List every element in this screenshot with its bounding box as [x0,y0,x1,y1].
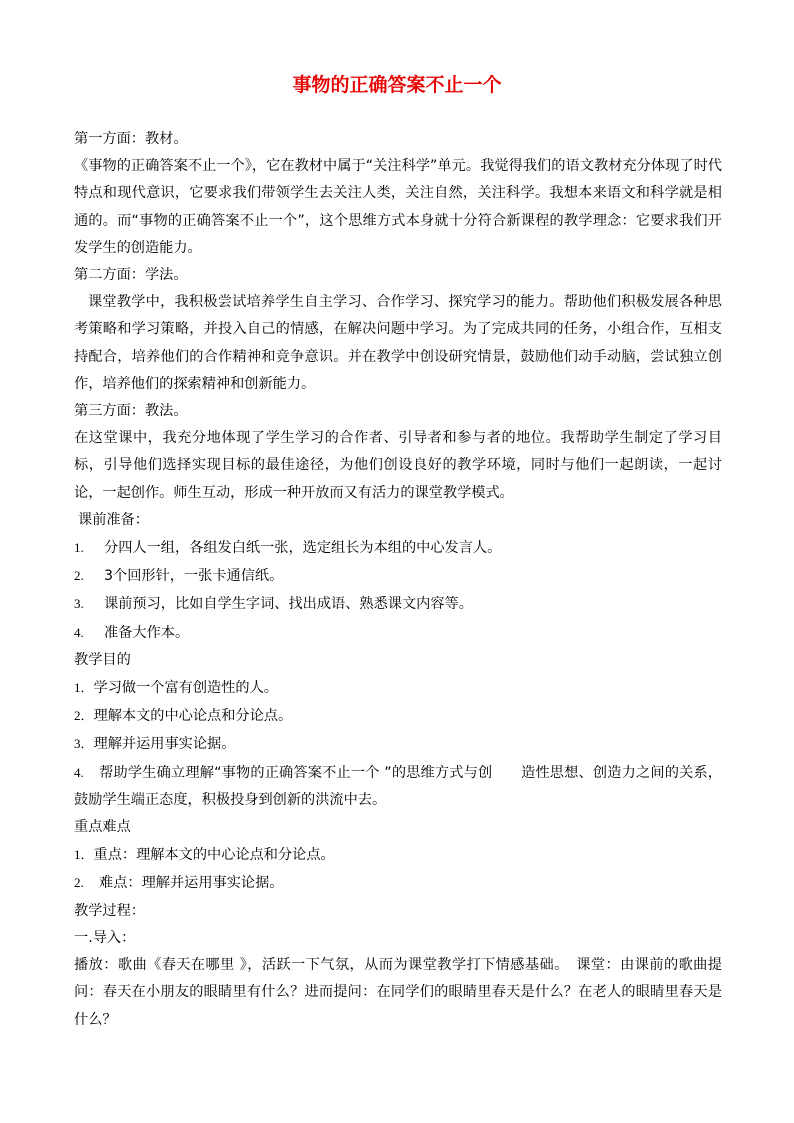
list-number: 2． [74,708,94,724]
list-number: 1． [74,847,94,863]
prep-item [74,534,722,562]
goal-item [74,674,722,702]
list-text: 理解并运用事实论据。 [93,736,236,753]
section2-heading: 第二方面：学法。 [74,267,188,284]
goal-item [74,702,722,730]
prep-item [74,619,722,647]
list-text: 学习做一个富有创造性的人。 [93,680,278,697]
list-number: 1． [74,680,94,696]
list-number: 4. [74,624,84,640]
list-text: 课前预习，比如自学生字词、找出成语、熟悉课文内容等。 [104,596,473,613]
list-text: 分四人一组，各组发白纸一张，选定组长为本组的中心发言人。 [104,540,502,557]
list-number: 4. [74,764,84,780]
process-heading: 教学过程： [74,902,145,919]
section1-heading: 第一方面：教材。 [74,131,188,147]
document-body [74,126,722,1034]
intro-paragraph: 播放：歌曲《春天在哪里 》，活跃一下气氛，从而为课堂教学打下情感基础。 课堂：由课前的歌曲提问：春天在小朋友的眼睛里有什么？进而提问：在同学们的眼睛里春天是什么？在老人的眼睛里春天是什么？ [74,957,722,1028]
section1-paragraph: 《事物的正确答案不止一个》，它在教材中属于“关注科学”单元。我觉得我们的语文教材充分体现了时代特点和现代意识，它要求我们带领学生去关注人类，关注自然，关注科学。我想本来语文和科学就是相通的。而“事物的正确答案不止一个”，这个思维方式本身就十分符合新课程的教学理念：它要求我们开发学生的创造能力。 [74,158,722,256]
prep-item [74,562,722,590]
list-text: 重点：理解本文的中心论点和分论点。 [93,847,335,864]
list-number: 3． [74,736,94,752]
key-heading: 重点难点 [74,819,131,836]
list-number: 2. [74,875,84,891]
section3-paragraph: 在这堂课中，我充分地体现了学生学习的合作者、引导者和参与者的地位。我帮助学生制定了学习目标，引导他们选择实现目标的最佳途径，为他们创设良好的教学环境，同时与他们一起朗读，一起讨论，一起创作。师生互动，形成一种开放而又有活力的课堂教学模式。 [74,430,722,501]
goal-item [74,759,722,814]
list-number: 1. [74,540,84,556]
key-item [74,869,722,897]
document-title: 事物的正确答案不止一个 [292,74,502,96]
list-text: 3个回形针，一张卡通信纸。 [104,568,284,585]
section2-paragraph: 课堂教学中，我积极尝试培养学生自主学习、合作学习、探究学习的能力。帮助他们积极发展各种思考策略和学习策略，并投入自己的情感，在解决问题中学习。为了完成共同的任务，小组合作，互相支持配合，培养他们的合作精神和竞争意识。并在教学中创设研究情景，鼓励他们动手动脑，尝试独立创作，培养他们的探索精神和创新能力。 [74,294,722,392]
list-text: 理解本文的中心论点和分论点。 [93,708,293,725]
key-item [74,841,722,869]
prep-heading: 课前准备： [78,511,149,528]
list-number: 2. [74,568,84,584]
list-text: 准备大作本。 [104,624,190,641]
intro-heading: 一.导入： [74,929,136,946]
section3-heading: 第三方面：教法。 [74,403,188,420]
goal-heading: 教学目的 [74,651,131,668]
prep-item [74,590,722,618]
list-text: 难点：理解并运用事实论据。 [99,875,284,892]
list-text: 帮助学生确立理解“事物的正确答案不止一个 ”的思维方式与创 造性思想、创造力之间的关系，鼓励学生端正态度，积极投身到创新的洪流中去。 [74,764,722,808]
goal-item [74,730,722,758]
list-number: 3. [74,596,84,612]
